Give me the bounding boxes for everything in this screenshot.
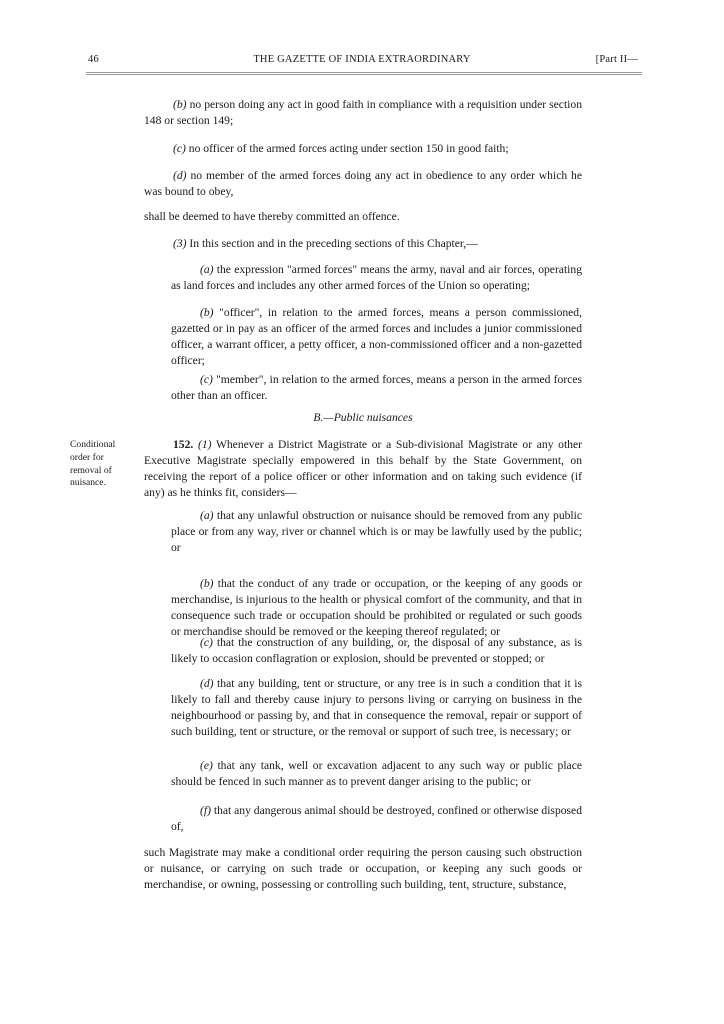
section-152: 152. (1) Whenever a District Magistrate or a Sub-divisional Magistrate or any other Executive Magistrate specially empowered in this behalf by the State Government, on receiving the report of a police officer or other information and on taking such evidence (if any) as he thinks fit, considers— [144, 438, 582, 500]
gazette-title: THE GAZETTE OF INDIA EXTRAORDINARY [253, 54, 471, 65]
header-rule-top [86, 72, 642, 73]
shall-be-deemed-text: shall be deemed to have thereby committed an offence. [144, 210, 400, 223]
clause-d-member: (d) no member of the armed forces doing any act in obedience to any order which he was bound to obey, [144, 169, 582, 199]
subsection-3: (3) In this section and in the preceding sections of this Chapter,— [173, 237, 478, 250]
definition-armed-forces: (a) the expression "armed forces" means the army, naval and air forces, operating as land forces and includes any other armed forces of the Union so operating; [171, 263, 582, 293]
part-label: [Part II— [595, 54, 638, 65]
clause-c-construction: (c) that the construction of any building, or, the disposal of any substance, as is likely to occasion conflagration or explosion, should be prevented or stopped; or [171, 636, 582, 666]
marginal-note: Conditional order for removal of nuisance. [70, 439, 116, 489]
header-rule-bottom [86, 74, 642, 75]
clause-a-obstruction: (a) that any unlawful obstruction or nuisance should be removed from any public place or from any way, river or channel which is or may be lawfully used by the public; or [171, 509, 582, 555]
clause-b-requisition: (b) no person doing any act in good faith in compliance with a requisition under section 148 or section 149; [144, 98, 582, 128]
clause-d-building: (d) that any building, tent or structure, or any tree is in such a condition that it is likely to fall and thereby cause injury to persons living or carrying on business in the neighbourhood or passing by, and that in consequence the removal, repair or support of such building, tent or structure, or the removal or support of such tree, is necessary; or [171, 677, 582, 739]
clause-f-animal: (f) that any dangerous animal should be destroyed, confined or otherwise disposed of, [171, 804, 582, 834]
conditional-order-text: such Magistrate may make a conditional order requiring the person causing such obstruction or nuisance, or carrying on such trade or occupation, or keeping any such goods or merchandise, or owning, possessing or controlling such building, tent, structure, substance, [144, 846, 582, 892]
definition-member: (c) "member", in relation to the armed forces, means a person in the armed forces other than an officer. [171, 373, 582, 403]
clause-e-tank: (e) that any tank, well or excavation adjacent to any such way or public place should be fenced in such manner as to prevent danger arising to the public; or [171, 759, 582, 789]
page-number: 46 [88, 54, 99, 65]
clause-c-officer: (c) no officer of the armed forces acting under section 150 in good faith; [173, 142, 509, 155]
section-heading: B.—Public nuisances [313, 411, 413, 424]
definition-officer: (b) "officer", in relation to the armed forces, means a person commissioned, gazetted or in pay as an officer of the armed forces and includes a junior commissioned officer, a warrant officer, a petty officer, a non-commissioned officer and a non-gazetted officer; [171, 306, 582, 368]
clause-b-trade: (b) that the conduct of any trade or occupation, or the keeping of any goods or merchandise, is injurious to the health or physical comfort of the community, and that in consequence such trade or occupation should be prohibited or regulated or such goods or merchandise should be removed or the keeping thereof regulated; or [171, 577, 582, 639]
